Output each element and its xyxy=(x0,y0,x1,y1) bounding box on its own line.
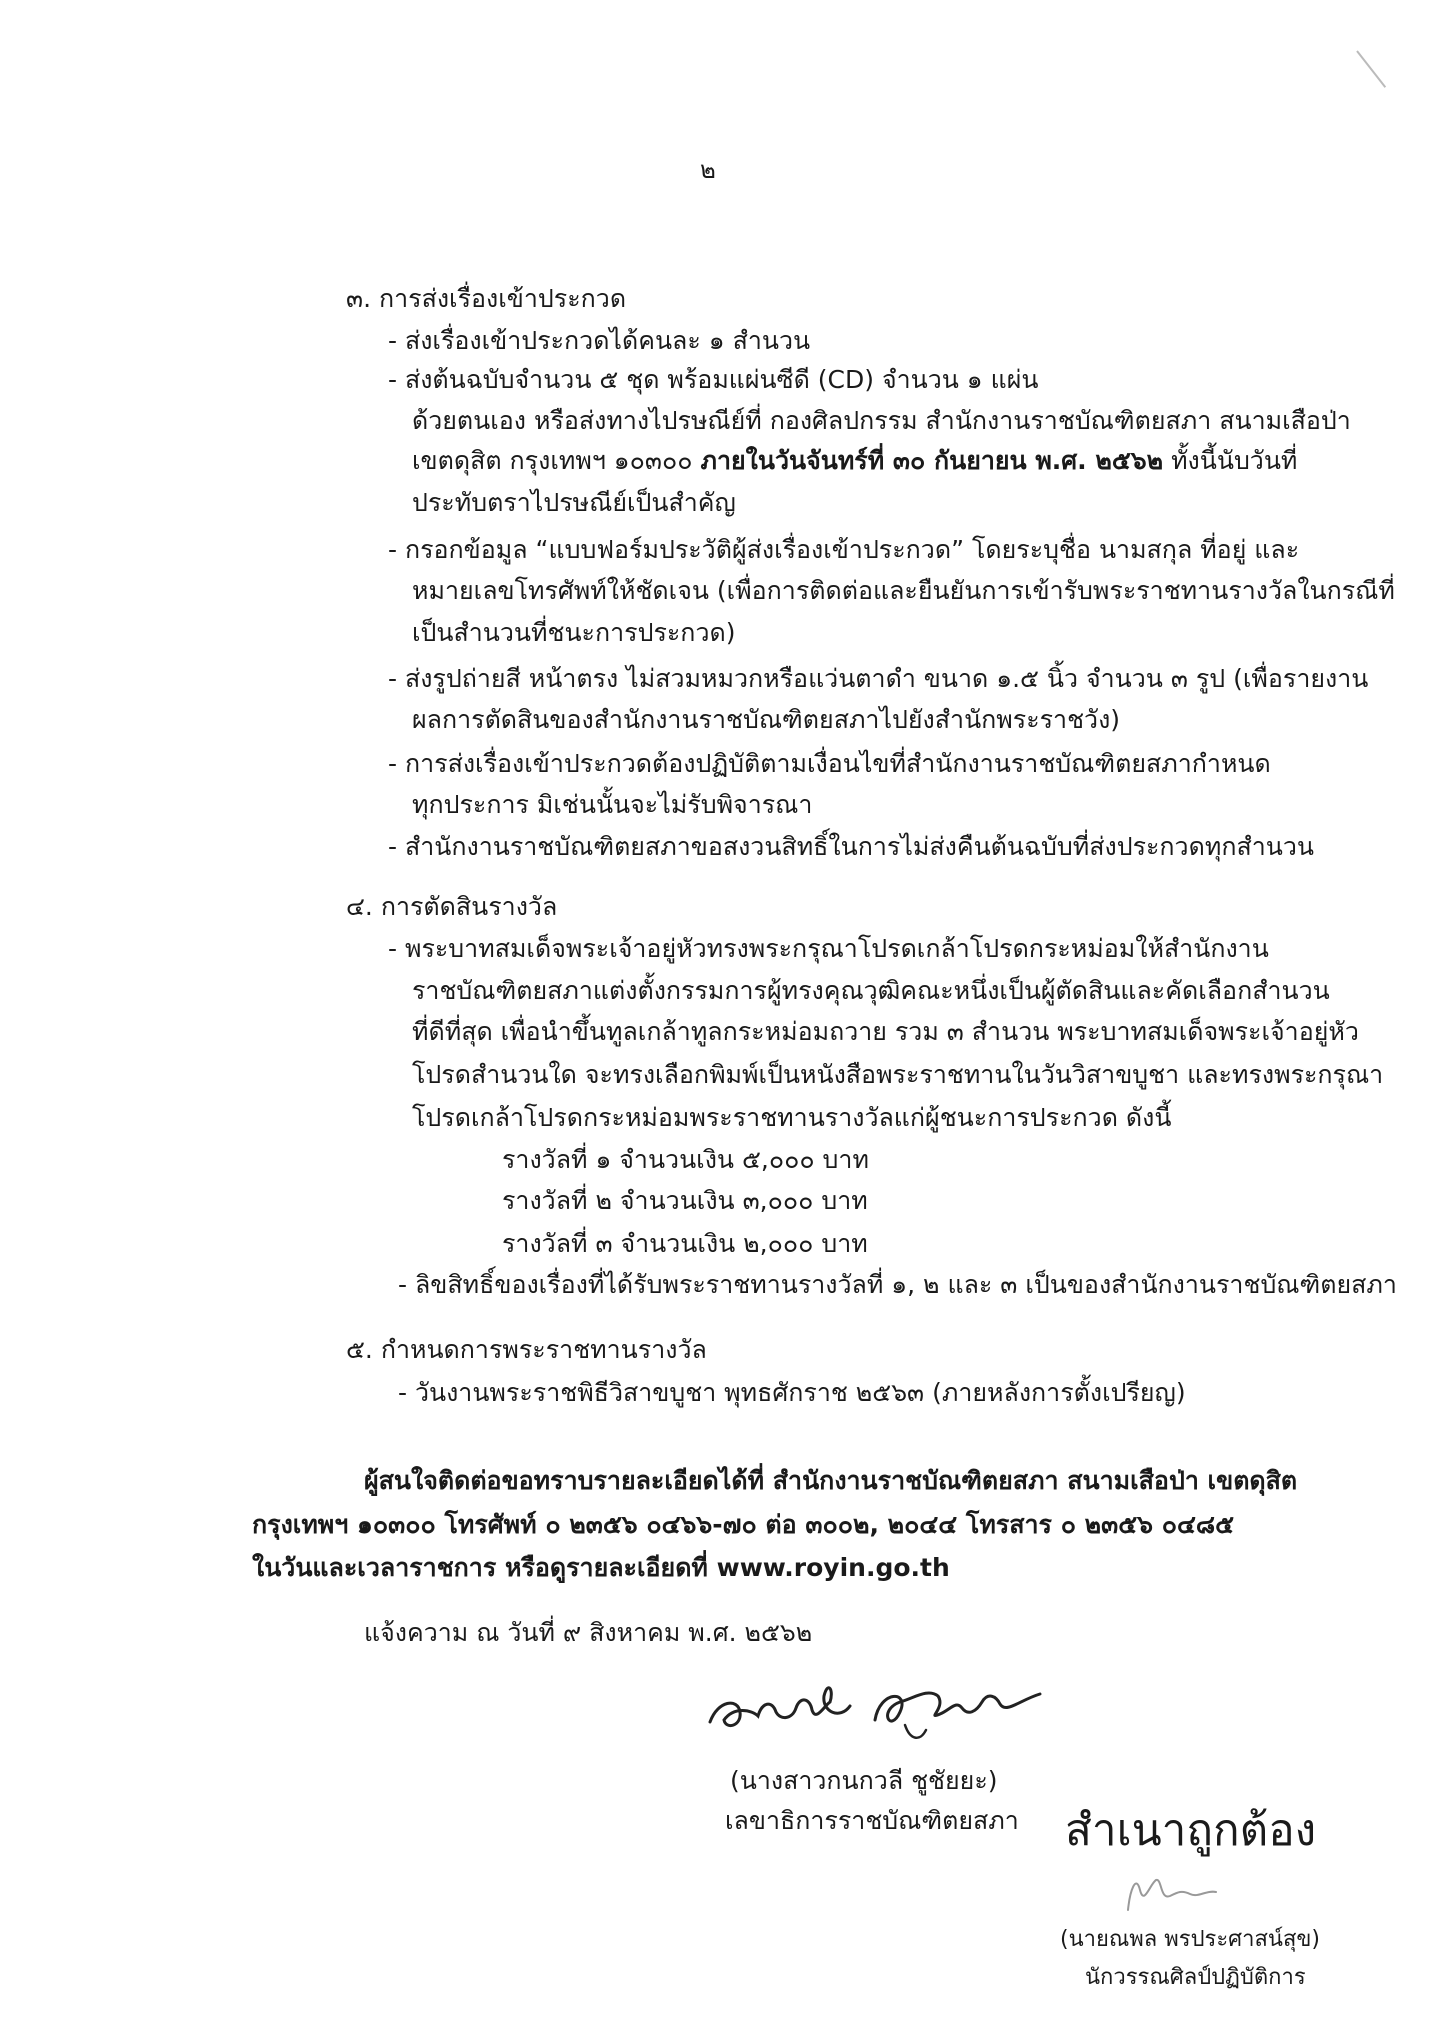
announcement-date: แจ้งความ ณ วันที่ ๙ สิงหาคม พ.ศ. ๒๕๖๒ xyxy=(364,1618,813,1647)
section-3-item-4-line-2: ผลการตัดสินของสำนักงานราชบัณฑิตยสภาไปยังสำนักพระราชวัง) xyxy=(412,705,1121,734)
signer-title: เลขาธิการราชบัณฑิตยสภา xyxy=(725,1806,1019,1835)
prize-1: รางวัลที่ ๑ จำนวนเงิน ๕,๐๐๐ บาท xyxy=(502,1145,869,1174)
section-4-item-2: - ลิขสิทธิ์ของเรื่องที่ได้รับพระราชทานรางวัลที่ ๑, ๒ และ ๓ เป็นของสำนักงานราชบัณฑิตยสภา xyxy=(398,1270,1397,1299)
prize-2: รางวัลที่ ๒ จำนวนเงิน ๓,๐๐๐ บาท xyxy=(502,1186,868,1215)
certifier-name: (นายณพล พรประศาสน์สุข) xyxy=(1060,1927,1321,1952)
signature-image xyxy=(700,1650,1070,1755)
signer-name: (นางสาวกนกวลี ชูชัยยะ) xyxy=(730,1766,998,1795)
section-3-item-3-line-3: เป็นสำนวนที่ชนะการประกวด) xyxy=(412,618,736,647)
contact-line-3: ในวันและเวลาราชการ หรือดูรายละเอียดที่ www.royin.go.th xyxy=(252,1553,950,1582)
section-3-item-2-line-3: เขตดุสิต กรุงเทพฯ ๑๐๓๐๐ ภายในวันจันทร์ที่ ๓๐ กันยายน พ.ศ. ๒๕๖๒ ทั้งนี้นับวันที่ xyxy=(412,446,1298,475)
contact-line-2: กรุงเทพฯ ๑๐๓๐๐ โทรศัพท์ ๐ ๒๓๕๖ ๐๔๖๖-๗๐ ต่อ ๓๐๐๒, ๒๐๔๔ โทรสาร ๐ ๒๓๕๖ ๐๔๘๕ xyxy=(252,1510,1235,1539)
section-3-item-6: - สำนักงานราชบัณฑิตยสภาขอสงวนสิทธิ์ในการไม่ส่งคืนต้นฉบับที่ส่งประกวดทุกสำนวน xyxy=(388,832,1314,861)
contact-line-1: ผู้สนใจติดต่อขอทราบรายละเอียดได้ที่ สำนักงานราชบัณฑิตยสภา สนามเสือป่า เขตดุสิต xyxy=(364,1466,1298,1495)
section-3-item-5-line-1: - การส่งเรื่องเข้าประกวดต้องปฏิบัติตามเงื่อนไขที่สำนักงานราชบัณฑิตยสภากำหนด xyxy=(388,749,1271,778)
prize-3: รางวัลที่ ๓ จำนวนเงิน ๒,๐๐๐ บาท xyxy=(502,1229,868,1258)
paper-crease xyxy=(1356,50,1386,87)
section-3-heading: ๓. การส่งเรื่องเข้าประกวด xyxy=(346,284,627,313)
section-4-item-1-line-3: ที่ดีที่สุด เพื่อนำขึ้นทูลเกล้าทูลกระหม่อมถวาย รวม ๓ สำนวน พระบาทสมเด็จพระเจ้าอยู่หัว xyxy=(412,1017,1359,1046)
section-4-item-1-line-5: โปรดเกล้าโปรดกระหม่อมพระราชทานรางวัลแก่ผู้ชนะการประกวด ดังนี้ xyxy=(412,1103,1172,1132)
section-5-heading: ๕. กำหนดการพระราชทานรางวัล xyxy=(346,1335,707,1364)
section-3-item-2-line-1: - ส่งต้นฉบับจำนวน ๕ ชุด พร้อมแผ่นซีดี (CD) จำนวน ๑ แผ่น xyxy=(388,365,1039,394)
section-3-item-4-line-1: - ส่งรูปถ่ายสี หน้าตรง ไม่สวมหมวกหรือแว่นตาดำ ขนาด ๑.๕ นิ้ว จำนวน ๓ รูป (เพื่อรายงาน xyxy=(388,664,1369,693)
page-number: ๒ xyxy=(700,156,716,184)
section-4-heading: ๔. การตัดสินรางวัล xyxy=(346,892,558,921)
section-4-item-1-line-2: ราชบัณฑิตยสภาแต่งตั้งกรรมการผู้ทรงคุณวุฒิคณะหนึ่งเป็นผู้ตัดสินและคัดเลือกสำนวน xyxy=(412,976,1330,1005)
certified-copy-stamp: สำเนาถูกต้อง xyxy=(1065,1805,1317,1856)
section-4-item-1-line-1: - พระบาทสมเด็จพระเจ้าอยู่หัวทรงพระกรุณาโปรดเกล้าโปรดกระหม่อมให้สำนักงาน xyxy=(388,934,1269,963)
certifier-signature xyxy=(1120,1860,1250,1920)
section-5-item-1: - วันงานพระราชพิธีวิสาขบูชา พุทธศักราช ๒๕๖๓ (ภายหลังการตั้งเปรียญ) xyxy=(398,1378,1186,1407)
section-3-item-2-line-4: ประทับตราไปรษณีย์เป็นสำคัญ xyxy=(412,488,736,517)
certifier-title: นักวรรณศิลป์ปฏิบัติการ xyxy=(1085,1965,1306,1990)
section-3-item-1: - ส่งเรื่องเข้าประกวดได้คนละ ๑ สำนวน xyxy=(388,326,811,355)
section-3-item-3-line-2: หมายเลขโทรศัพท์ให้ชัดเจน (เพื่อการติดต่อและยืนยันการเข้ารับพระราชทานรางวัลในกรณีที่ xyxy=(412,576,1395,605)
section-4-item-1-line-4: โปรดสำนวนใด จะทรงเลือกพิมพ์เป็นหนังสือพระราชทานในวันวิสาขบูชา และทรงพระกรุณา xyxy=(412,1060,1384,1089)
section-3-item-2-line-2: ด้วยตนเอง หรือส่งทางไปรษณีย์ที่ กองศิลปกรรม สำนักงานราชบัณฑิตยสภา สนามเสือป่า xyxy=(412,406,1351,435)
section-3-item-5-line-2: ทุกประการ มิเช่นนั้นจะไม่รับพิจารณา xyxy=(412,790,813,819)
section-3-item-3-line-1: - กรอกข้อมูล “แบบฟอร์มประวัติผู้ส่งเรื่องเข้าประกวด” โดยระบุชื่อ นามสกุล ที่อยู่ และ xyxy=(388,535,1300,564)
